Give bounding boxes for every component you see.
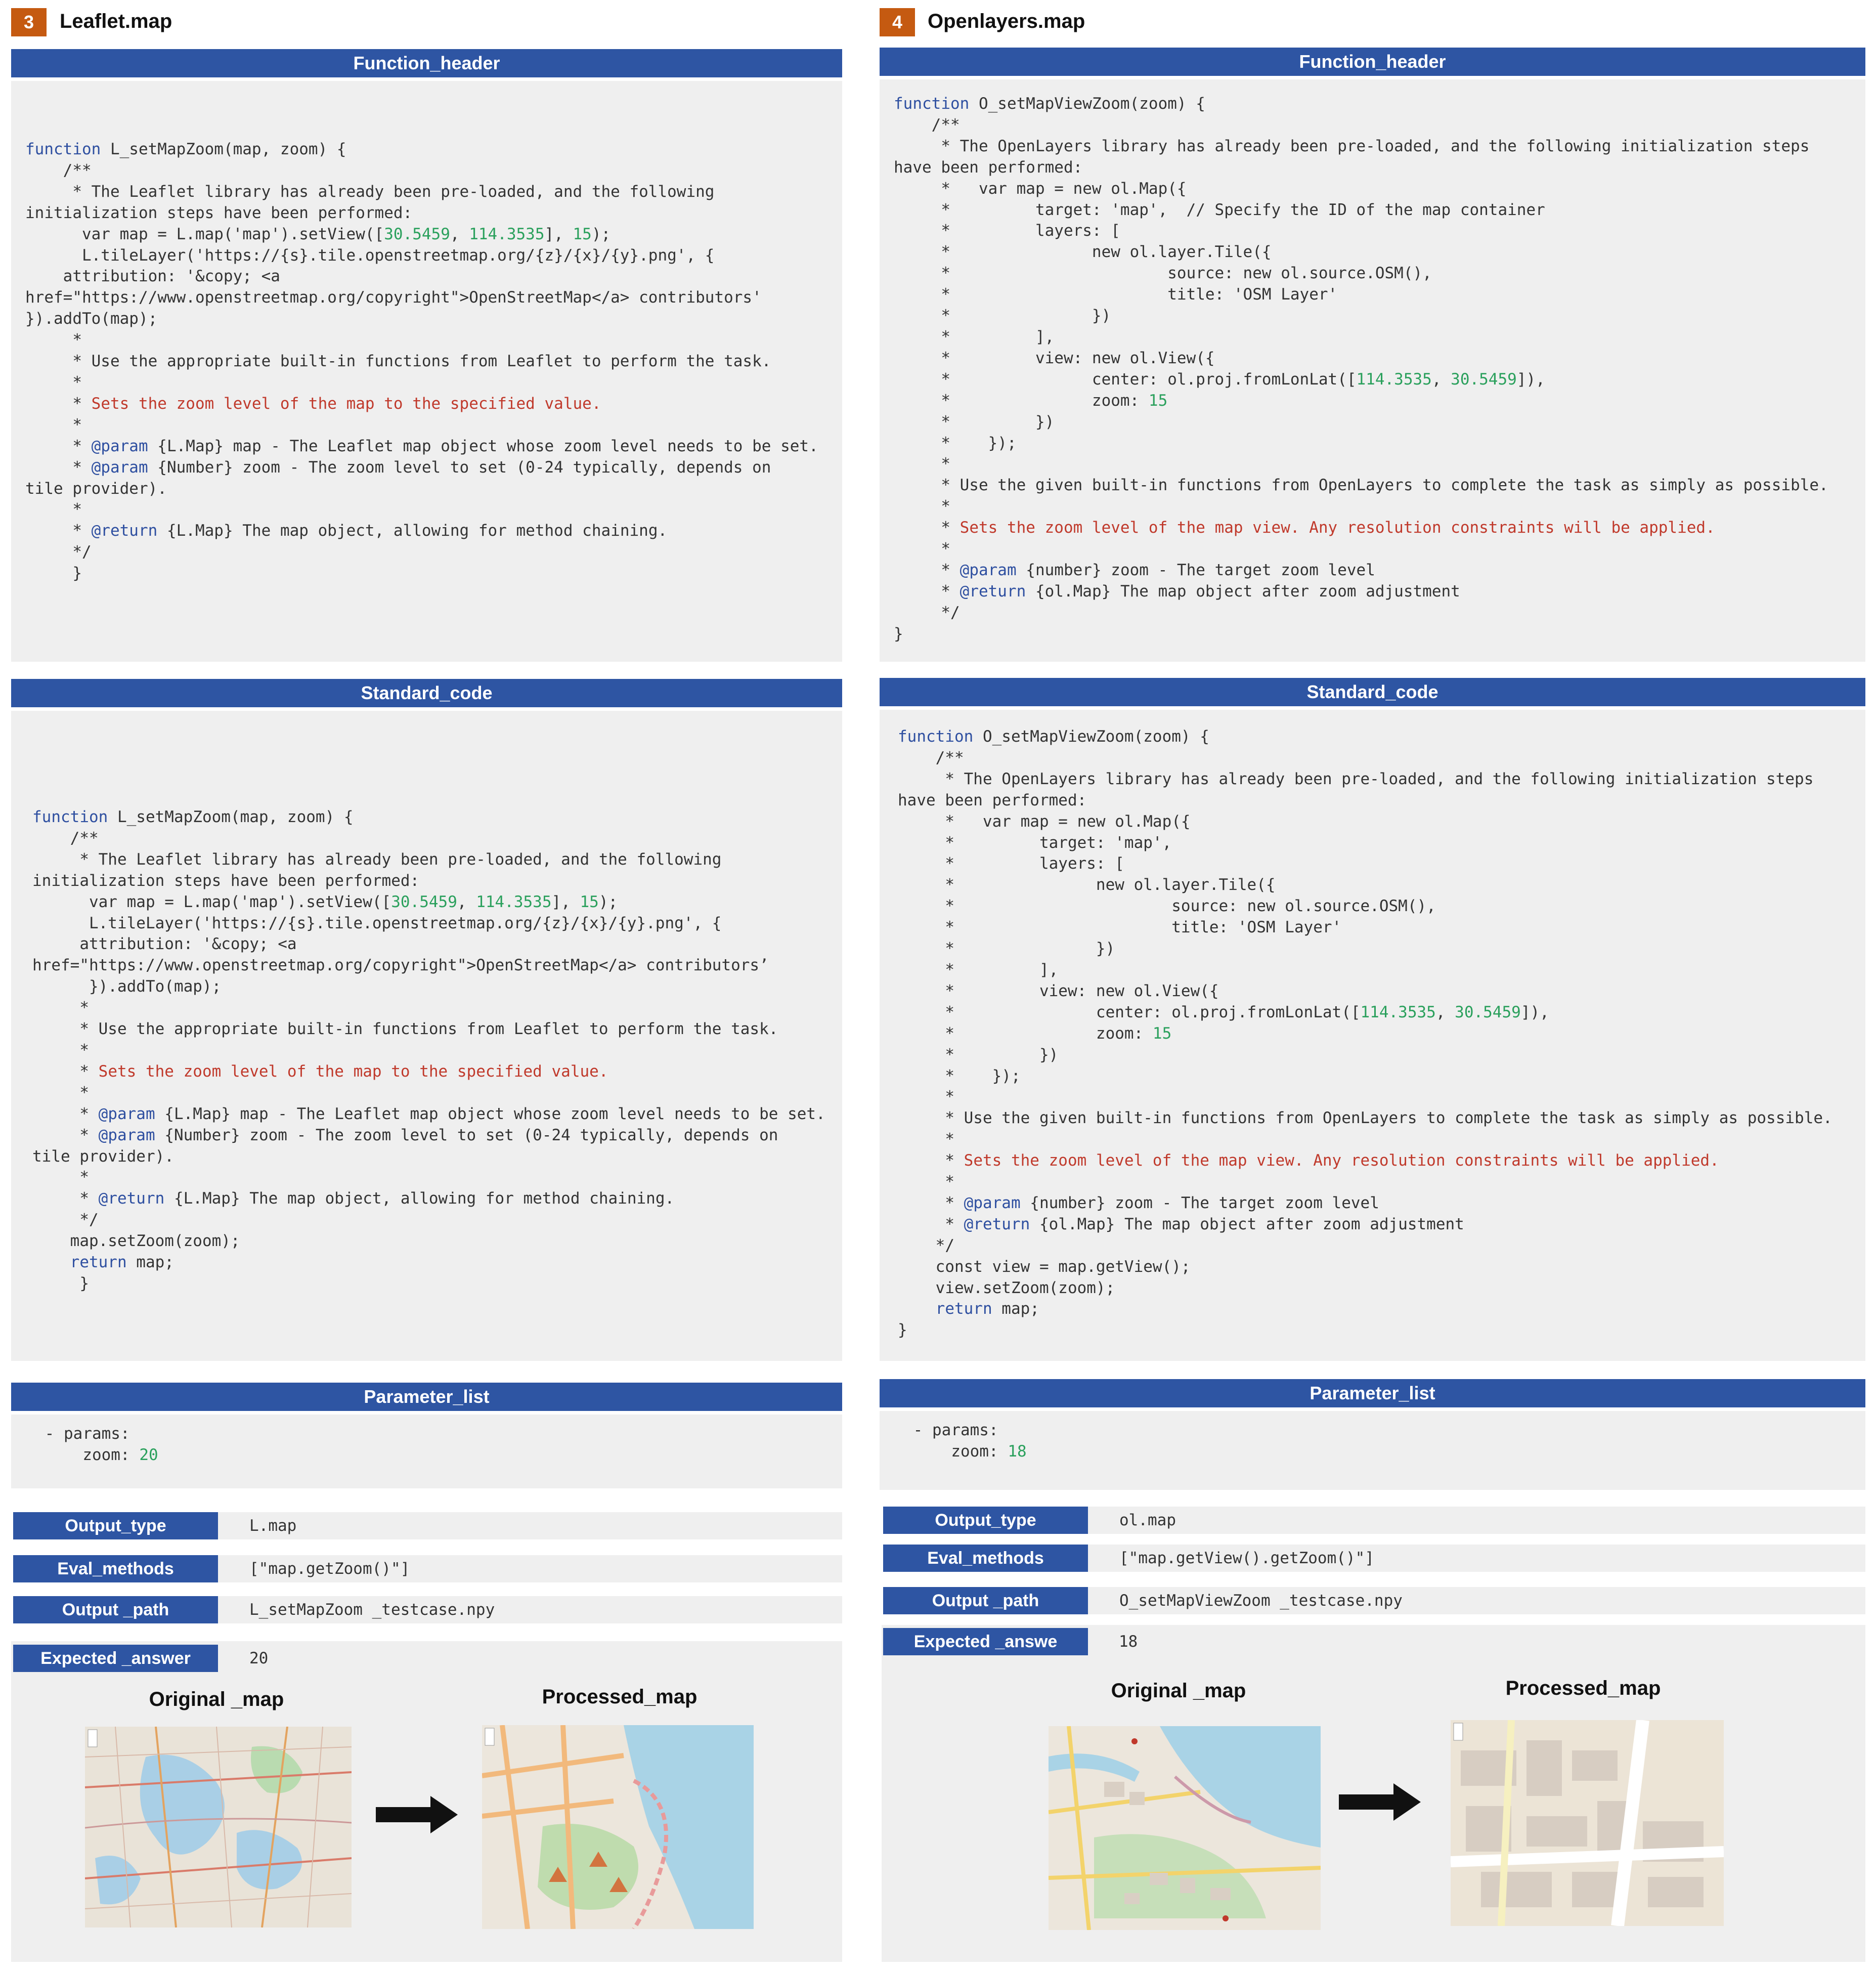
- original-map-image: [1049, 1726, 1321, 1930]
- function-header-box: [880, 79, 1865, 662]
- output-path-value: O_setMapViewZoom _testcase.npy: [1088, 1587, 1865, 1614]
- standard-code-box: [11, 711, 842, 1361]
- output-path-label: Output _path: [883, 1587, 1088, 1614]
- function-header-bar: Function_header: [11, 49, 842, 77]
- function-header-code: function O_setMapViewZoom(zoom) { /** * The OpenLayers library has already been pre-loaded, and the following initialization steps have been performed: * var map = new ol.Map({ * target: 'map', // Specify the ID of the map container * layers: [ * new ol.layer.Tile({ * source: new ol.source.OSM(), * title: 'OSM Layer' * }) * ], * view: new ol.View({ * center: ol.proj.fromLonLat([114.3535, 30.5459]), * zoom: 15 * }) * }); * * Use the given built-in functions from OpenLayers to complete the task as simply as possible. * * Sets the zoom level of the map view. Any resolution constraints will be applied. * * @param {number} zoom - The target zoom level * @return {ol.Map} The map object after zoom adjustment */ }: [894, 95, 1828, 643]
- arrow-right-icon: [376, 1796, 458, 1833]
- output-path-label: Output _path: [13, 1596, 218, 1623]
- function-header-code: function L_setMapZoom(map, zoom) { /** * The Leaflet library has already been pre-loaded, and the following initialization steps have been performed: var map = L.map('map').setView([30.5459, 114.3535], 15); L.tileLayer('https://{s}.tile.openstreetmap.org/{z}/{x}/{y}.png', { attribution: '&copy; <a href="https://www.openstreetmap.org/copyright">OpenStreetMap</a> contributors' }).addTo(map); * * Use the appropriate built-in functions from Leaflet to perform the task. * * Sets the zoom level of the map to the specified value. * * @param {L.Map} map - The Leaflet map object whose zoom level needs to be set. * @param {Number} zoom - The zoom level to set (0-24 typically, depends on tile provider). * * @return {L.Map} The map object, allowing for method chaining. */ }: [25, 140, 818, 583]
- expected-answer-value: 20: [249, 1649, 269, 1667]
- original-map-label: Original _map: [149, 1688, 284, 1710]
- original-map-label: Original _map: [1111, 1680, 1246, 1702]
- expected-answer-value: 18: [1119, 1633, 1138, 1651]
- eval-methods-label: Eval_methods: [13, 1555, 218, 1582]
- function-header-bar: Function_header: [880, 48, 1865, 76]
- parameter-list-box: [880, 1411, 1865, 1490]
- processed-map-label: Processed_map: [1505, 1677, 1661, 1699]
- parameter-list-box: [11, 1414, 842, 1488]
- output-type-value: ol.map: [1088, 1507, 1865, 1534]
- standard-code-bar: Standard_code: [880, 678, 1865, 706]
- expected-answer-label: Expected _answer: [13, 1645, 218, 1672]
- parameter-list-code: - params: zoom: 20: [35, 1425, 158, 1464]
- eval-methods-label: Eval_methods: [883, 1545, 1088, 1572]
- parameter-list-code: - params: zoom: 18: [904, 1421, 1027, 1461]
- arrow-right-icon: [1339, 1783, 1421, 1821]
- processed-map-image: [1451, 1720, 1724, 1926]
- output-path-value: L_setMapZoom _testcase.npy: [218, 1596, 842, 1623]
- panel-number-badge: 3: [11, 8, 47, 36]
- panel-title: Leaflet.map: [60, 10, 172, 32]
- function-header-box: [11, 81, 842, 662]
- output-type-label: Output_type: [883, 1507, 1088, 1534]
- panel-number-badge: 4: [880, 8, 915, 36]
- panel-title: Openlayers.map: [928, 10, 1085, 32]
- parameter-list-bar: Parameter_list: [880, 1379, 1865, 1407]
- processed-map-image: [482, 1725, 754, 1929]
- output-type-value: L.map: [218, 1512, 842, 1539]
- eval-methods-value: ["map.getView().getZoom()"]: [1088, 1545, 1865, 1572]
- standard-code-bar: Standard_code: [11, 679, 842, 707]
- standard-code-code: function L_setMapZoom(map, zoom) { /** * The Leaflet library has already been pre-loaded, and the following initialization steps have been performed: var map = L.map('map').setView([30.5459, 114.3535], 15); L.tileLayer('https://{s}.tile.openstreetmap.org/{z}/{x}/{y}.png', { attribution: '&copy; <a href="https://www.openstreetmap.org/copyright">OpenStreetMap</a> contributors’ }).addTo(map); * * Use the appropriate built-in functions from Leaflet to perform the task. * * Sets the zoom level of the map to the specified value. * * @param {L.Map} map - The Leaflet map object whose zoom level needs to be set. * @param {Number} zoom - The zoom level to set (0-24 typically, depends on tile provider). * * @return {L.Map} The map object, allowing for method chaining. */ map.setZoom(zoom); return map; }: [32, 808, 825, 1293]
- processed-map-label: Processed_map: [542, 1686, 697, 1708]
- eval-methods-value: ["map.getZoom()"]: [218, 1555, 842, 1582]
- original-map-image: [85, 1727, 352, 1927]
- parameter-list-bar: Parameter_list: [11, 1383, 842, 1411]
- output-type-label: Output_type: [13, 1512, 218, 1539]
- expected-answer-label: Expected _answe: [883, 1628, 1088, 1655]
- standard-code-box: [880, 710, 1865, 1361]
- standard-code-code: function O_setMapViewZoom(zoom) { /** * The OpenLayers library has already been pre-loaded, and the following initialization steps have been performed: * var map = new ol.Map({ * target: 'map', * layers: [ * new ol.layer.Tile({ * source: new ol.source.OSM(), * title: 'OSM Layer' * }) * ], * view: new ol.View({ * center: ol.proj.fromLonLat([114.3535, 30.5459]), * zoom: 15 * }) * }); * * Use the given built-in functions from OpenLayers to complete the task as simply as possible. * * Sets the zoom level of the map view. Any resolution constraints will be applied. * * @param {number} zoom - The target zoom level * @return {ol.Map} The map object after zoom adjustment */ const view = map.getView(); view.setZoom(zoom); return map; }: [898, 727, 1833, 1340]
